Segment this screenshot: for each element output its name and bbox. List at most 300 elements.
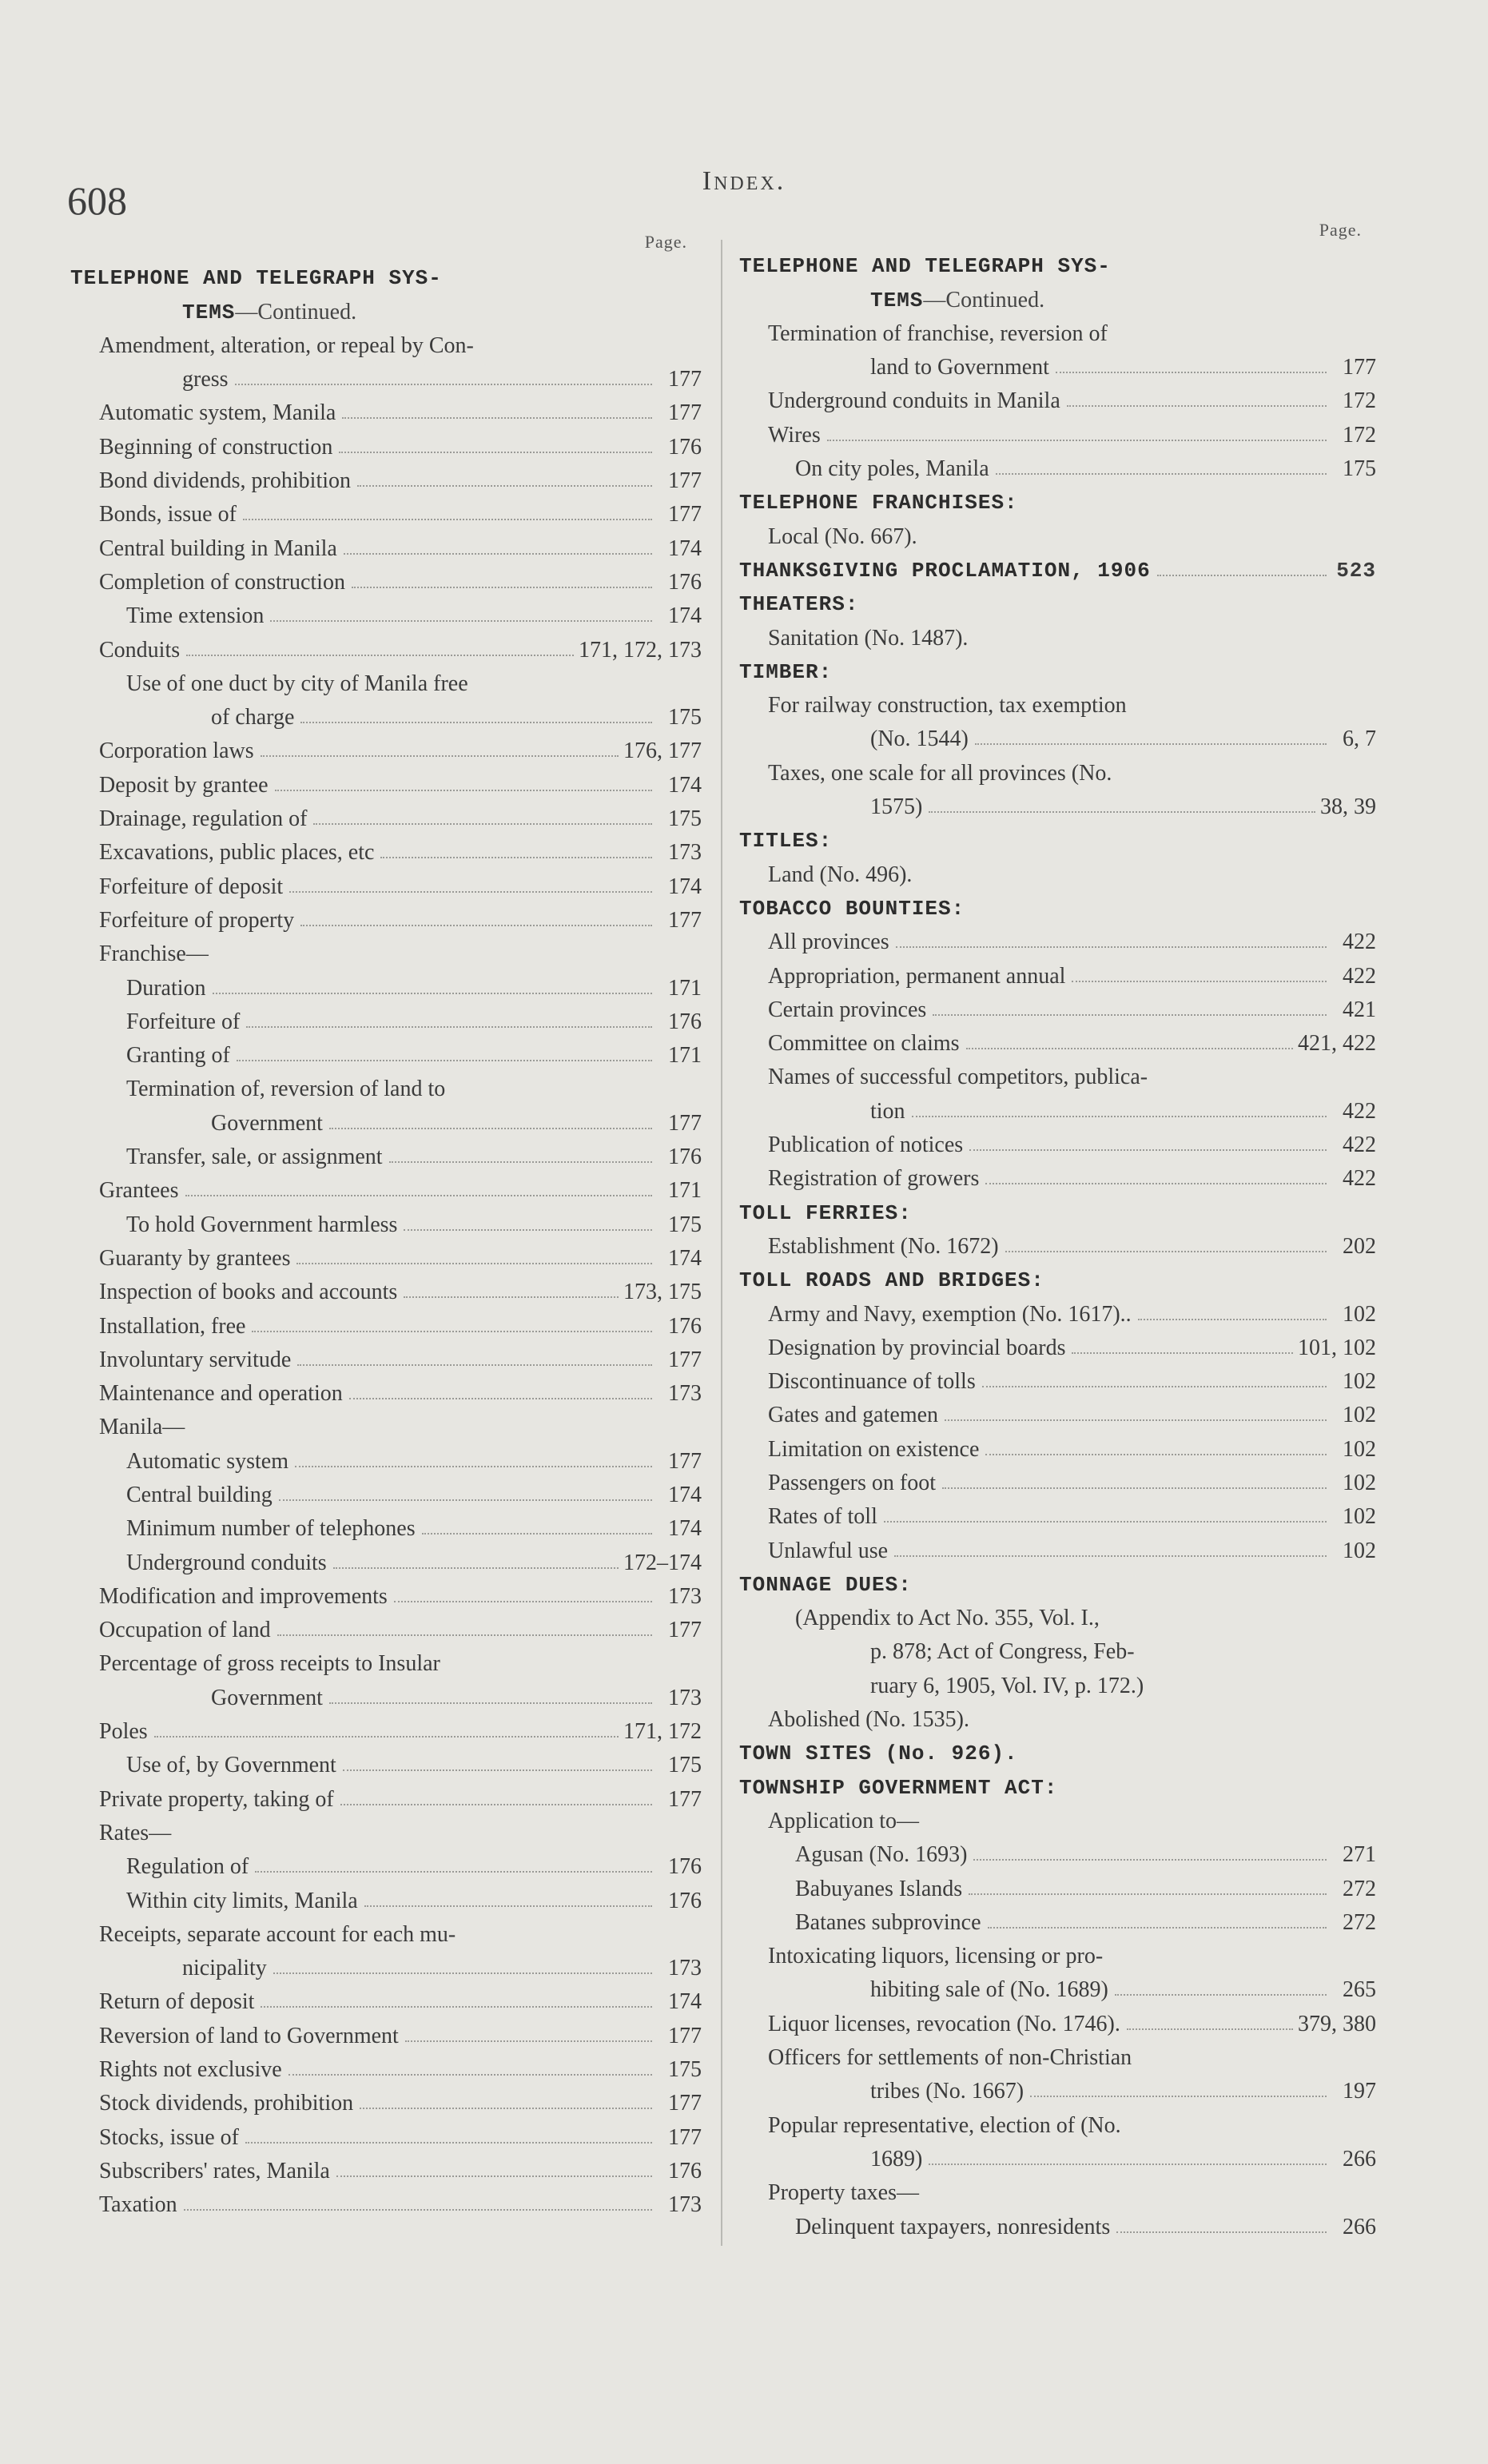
dot-leader bbox=[333, 1567, 619, 1569]
entry-text: tion bbox=[870, 1098, 905, 1124]
index-heading bbox=[739, 583, 1376, 617]
entry-text: Abolished (No. 1535). bbox=[768, 1707, 969, 1733]
index-heading bbox=[739, 245, 1376, 279]
entry-text: Sanitation (No. 1487). bbox=[768, 625, 969, 651]
index-entry bbox=[739, 414, 1376, 448]
entry-text: Government bbox=[211, 1110, 323, 1136]
page-reference: 174 bbox=[668, 1482, 702, 1507]
entry-text: Automatic system, Manila bbox=[99, 400, 336, 426]
page-reference: 177 bbox=[668, 2124, 702, 2150]
entry-text: Amendment, alteration, or repeal by Con- bbox=[99, 332, 474, 358]
page-reference: 176 bbox=[668, 434, 702, 460]
index-entry bbox=[739, 1801, 1376, 1834]
entry-text: TOBACCO BOUNTIES: bbox=[739, 896, 965, 921]
entry-text: Termination of franchise, reversion of bbox=[768, 320, 1108, 346]
page-reference: 176 bbox=[668, 569, 702, 595]
entry-text: Limitation on existence bbox=[768, 1436, 980, 1462]
dot-leader bbox=[279, 1499, 652, 1501]
entry-text: Popular representative, election of (No. bbox=[768, 2112, 1121, 2138]
index-entry bbox=[739, 1902, 1376, 1936]
entry-text: Establishment (No. 1672) bbox=[768, 1233, 999, 1259]
index-entry bbox=[70, 527, 702, 561]
dot-leader bbox=[343, 1769, 652, 1771]
dot-leader bbox=[405, 2040, 652, 2042]
index-heading bbox=[739, 888, 1376, 922]
entry-text: (Appendix to Act No. 355, Vol. I., bbox=[795, 1606, 1100, 1631]
entry-text: Within city limits, Manila bbox=[126, 1888, 358, 1913]
page-reference: 422 bbox=[1343, 929, 1376, 955]
entry-text: Gates and gatemen bbox=[768, 1403, 939, 1428]
entry-text: Maintenance and operation bbox=[99, 1381, 343, 1407]
index-entry bbox=[70, 1238, 702, 1272]
dot-leader bbox=[945, 1419, 1327, 1421]
index-heading bbox=[739, 820, 1376, 854]
dot-leader bbox=[295, 1466, 652, 1467]
entry-text: Stocks, issue of bbox=[99, 2124, 239, 2150]
index-entry bbox=[70, 1305, 702, 1339]
page-reference: 422 bbox=[1343, 963, 1376, 989]
entry-text: hibiting sale of (No. 1689) bbox=[870, 1977, 1108, 2003]
index-entries-right bbox=[739, 245, 1376, 2240]
entry-text: TELEPHONE FRANCHISES: bbox=[739, 491, 1018, 515]
index-entry bbox=[739, 2003, 1376, 2036]
page-reference: 379, 380 bbox=[1298, 2011, 1376, 2036]
entry-text: Underground conduits bbox=[126, 1550, 327, 1575]
dot-leader bbox=[270, 620, 652, 622]
page-reference: 171 bbox=[668, 1043, 702, 1069]
page-reference: 174 bbox=[668, 535, 702, 561]
page-reference: 173 bbox=[668, 840, 702, 866]
index-entry bbox=[70, 1035, 702, 1069]
index-entry bbox=[70, 2083, 702, 2116]
entry-text: Guaranty by grantees bbox=[99, 1245, 291, 1271]
entry-text: TEMS bbox=[870, 288, 924, 312]
dot-leader bbox=[185, 1195, 652, 1196]
index-entry bbox=[739, 515, 1376, 549]
entry-text: Private property, taking of bbox=[99, 1786, 334, 1812]
entry-text: Stock dividends, prohibition bbox=[99, 2091, 354, 2116]
page-reference: 174 bbox=[668, 1989, 702, 2015]
dot-leader bbox=[245, 2142, 652, 2144]
dot-leader bbox=[942, 1487, 1327, 1489]
page-reference: 177 bbox=[1343, 355, 1376, 380]
index-column-right bbox=[739, 220, 1376, 2240]
index-entry bbox=[739, 922, 1376, 955]
entry-text: Receipts, separate account for each mu- bbox=[99, 1921, 456, 1947]
entry-text: Grantees bbox=[99, 1178, 179, 1204]
index-entry bbox=[70, 1711, 702, 1745]
page-reference: 422 bbox=[1343, 1098, 1376, 1124]
entry-text: Installation, free bbox=[99, 1313, 246, 1339]
index-entry bbox=[70, 359, 702, 392]
page-reference: 176 bbox=[668, 1144, 702, 1170]
index-entry bbox=[70, 1846, 702, 1880]
index-entry bbox=[70, 562, 702, 595]
entry-text: Central building bbox=[126, 1482, 273, 1507]
index-heading bbox=[739, 1192, 1376, 1225]
entry-text: Minimum number of telephones bbox=[126, 1516, 416, 1542]
index-entry bbox=[70, 663, 702, 697]
page-reference: 174 bbox=[668, 874, 702, 899]
entry-text: Drainage, regulation of bbox=[99, 806, 308, 832]
index-entry bbox=[70, 1136, 702, 1170]
index-entry bbox=[70, 2015, 702, 2048]
entry-text: of charge bbox=[211, 705, 295, 730]
page-reference: 171, 172, 173 bbox=[579, 637, 702, 663]
index-heading bbox=[739, 1260, 1376, 1293]
entry-text: Wires bbox=[768, 422, 821, 448]
dot-leader bbox=[404, 1296, 619, 1298]
entry-text: Registration of growers bbox=[768, 1166, 980, 1192]
entry-text: Bonds, issue of bbox=[99, 502, 237, 527]
dot-leader bbox=[985, 1454, 1327, 1455]
page-reference: 177 bbox=[668, 1448, 702, 1474]
index-entry bbox=[70, 1272, 702, 1305]
entry-text: TIMBER: bbox=[739, 659, 833, 684]
index-entry bbox=[739, 2037, 1376, 2071]
page-reference: 176 bbox=[668, 1888, 702, 1913]
entry-text: Batanes subprovince bbox=[795, 1909, 981, 1935]
entry-text: Unlawful use bbox=[768, 1538, 889, 1563]
index-entry bbox=[70, 1813, 702, 1846]
index-entry bbox=[70, 1643, 702, 1677]
entry-text: TOWNSHIP GOVERNMENT ACT: bbox=[739, 1775, 1058, 1800]
page-reference: 173 bbox=[668, 2192, 702, 2218]
index-entry bbox=[70, 1373, 702, 1407]
index-entry bbox=[70, 2151, 702, 2184]
dot-leader bbox=[261, 755, 619, 757]
dot-leader bbox=[982, 1386, 1327, 1387]
dot-leader bbox=[827, 440, 1327, 441]
index-entry bbox=[739, 989, 1376, 1023]
entry-text: Taxation bbox=[99, 2192, 177, 2218]
index-heading bbox=[70, 257, 702, 291]
dot-leader bbox=[252, 1331, 652, 1332]
entry-text: Forfeiture of bbox=[126, 1009, 241, 1034]
page-reference: 174 bbox=[668, 1516, 702, 1542]
entry-text: Rates of toll bbox=[768, 1504, 877, 1530]
index-entry bbox=[739, 617, 1376, 651]
index-entry bbox=[70, 900, 702, 933]
page-reference: 173, 175 bbox=[623, 1280, 702, 1305]
entry-text: TITLES: bbox=[739, 829, 833, 854]
page-reference: 177 bbox=[668, 1618, 702, 1643]
index-entry bbox=[70, 1948, 702, 1981]
dot-leader bbox=[339, 452, 652, 453]
page-column-label: Page. bbox=[644, 232, 687, 252]
dot-leader bbox=[973, 1859, 1327, 1861]
index-column-left bbox=[70, 232, 702, 2218]
entry-text: Subscribers' rates, Manila bbox=[99, 2158, 330, 2183]
entry-text: TOLL ROADS AND BRIDGES: bbox=[739, 1268, 1044, 1293]
index-heading bbox=[70, 291, 702, 324]
page-reference: 102 bbox=[1343, 1470, 1376, 1495]
dot-leader bbox=[213, 993, 652, 994]
entry-text: Land (No. 496). bbox=[768, 862, 913, 887]
page-reference: 176 bbox=[668, 1009, 702, 1034]
entry-text: Automatic system bbox=[126, 1448, 288, 1474]
page-reference: 6, 7 bbox=[1343, 726, 1376, 752]
dot-leader bbox=[246, 1026, 652, 1028]
entry-text: Duration bbox=[126, 975, 206, 1001]
index-entry bbox=[739, 1868, 1376, 1901]
entry-text: Committee on claims bbox=[768, 1031, 960, 1057]
dot-leader bbox=[884, 1521, 1327, 1523]
page-reference: 177 bbox=[668, 468, 702, 494]
page-reference: 197 bbox=[1343, 2079, 1376, 2104]
entry-text: All provinces bbox=[768, 929, 889, 955]
dot-leader bbox=[966, 1048, 1293, 1049]
dot-leader bbox=[237, 1060, 652, 1061]
page-reference: 175 bbox=[668, 1212, 702, 1237]
index-entry bbox=[739, 2139, 1376, 2172]
dot-leader bbox=[349, 1398, 652, 1399]
page-reference: 175 bbox=[668, 2057, 702, 2083]
index-entry bbox=[70, 1001, 702, 1035]
page-reference: 177 bbox=[668, 367, 702, 392]
index-entry bbox=[70, 697, 702, 730]
index-entry bbox=[739, 2071, 1376, 2104]
index-entry bbox=[70, 1339, 702, 1373]
page-reference: 266 bbox=[1343, 2146, 1376, 2171]
page-reference: 177 bbox=[668, 2091, 702, 2116]
page-reference: 422 bbox=[1343, 1166, 1376, 1192]
index-entry bbox=[739, 1969, 1376, 2003]
entry-text: Poles bbox=[99, 1719, 148, 1745]
page-reference: 202 bbox=[1343, 1233, 1376, 1259]
index-entry bbox=[70, 1069, 702, 1102]
entry-text: Application to— bbox=[768, 1808, 919, 1833]
entry-text: TOWN SITES (No. 926). bbox=[739, 1742, 1018, 1766]
page-reference: 174 bbox=[668, 1245, 702, 1271]
dot-leader bbox=[969, 1893, 1327, 1895]
dot-leader bbox=[988, 1927, 1327, 1929]
page-reference: 175 bbox=[668, 1753, 702, 1778]
entry-text: On city poles, Manila bbox=[795, 456, 989, 482]
entry-text: gress bbox=[182, 367, 229, 392]
index-entry bbox=[70, 595, 702, 629]
dot-leader bbox=[1138, 1319, 1327, 1320]
dot-leader bbox=[422, 1533, 652, 1535]
page-reference: 174 bbox=[668, 772, 702, 798]
index-heading bbox=[739, 651, 1376, 685]
page-reference: 102 bbox=[1343, 1538, 1376, 1563]
dot-leader bbox=[275, 790, 653, 791]
index-entry bbox=[70, 730, 702, 764]
dot-leader bbox=[329, 1702, 652, 1704]
page-reference: 272 bbox=[1343, 1909, 1376, 1935]
entry-text: Corporation laws bbox=[99, 738, 254, 764]
dot-leader bbox=[389, 1161, 652, 1163]
page-reference: 172 bbox=[1343, 422, 1376, 448]
entry-text: 1575) bbox=[870, 794, 923, 820]
dot-leader bbox=[289, 891, 652, 893]
entry-text: nicipality bbox=[182, 1956, 267, 1981]
page-reference: 102 bbox=[1343, 1301, 1376, 1327]
index-entry bbox=[70, 967, 702, 1001]
entry-text: p. 878; Act of Congress, Feb- bbox=[870, 1639, 1135, 1665]
index-entry bbox=[739, 1293, 1376, 1327]
index-entry bbox=[70, 933, 702, 967]
page-reference: 266 bbox=[1343, 2214, 1376, 2239]
index-entry bbox=[70, 1677, 702, 1710]
index-entry bbox=[70, 1914, 702, 1948]
dot-leader bbox=[896, 946, 1327, 948]
dot-leader bbox=[235, 384, 652, 385]
entry-text: Reversion of land to Government bbox=[99, 2023, 399, 2048]
entry-text: Granting of bbox=[126, 1043, 230, 1069]
entry-text: land to Government bbox=[870, 355, 1049, 380]
page-reference: 102 bbox=[1343, 1403, 1376, 1428]
page-reference: 177 bbox=[668, 400, 702, 426]
column-divider bbox=[721, 240, 722, 2246]
dot-leader bbox=[933, 1014, 1327, 1016]
page-reference: 176, 177 bbox=[623, 738, 702, 764]
entry-text: Modification and improvements bbox=[99, 1583, 388, 1609]
index-entry bbox=[739, 2172, 1376, 2206]
entry-text: Manila— bbox=[99, 1415, 185, 1440]
dot-leader bbox=[186, 655, 574, 656]
page-reference: 523 bbox=[1336, 558, 1376, 583]
index-entry bbox=[70, 1102, 702, 1136]
index-entry bbox=[739, 786, 1376, 820]
dot-leader bbox=[1157, 575, 1327, 576]
entry-text: Army and Navy, exemption (No. 1617).. bbox=[768, 1301, 1132, 1327]
index-entry bbox=[739, 1361, 1376, 1395]
dot-leader bbox=[1072, 981, 1327, 982]
index-entry bbox=[70, 1440, 702, 1474]
index-entry bbox=[70, 2184, 702, 2218]
entry-text: Use of one duct by city of Manila free bbox=[126, 671, 468, 696]
dot-leader bbox=[300, 722, 652, 723]
dot-leader bbox=[1072, 1352, 1293, 1354]
index-entry bbox=[739, 380, 1376, 414]
page-reference: 177 bbox=[668, 1347, 702, 1372]
page-reference: 175 bbox=[1343, 456, 1376, 482]
dot-leader bbox=[184, 2209, 652, 2211]
index-entry bbox=[739, 685, 1376, 719]
entry-text: Inspection of books and accounts bbox=[99, 1280, 398, 1305]
dot-leader bbox=[329, 1128, 652, 1129]
dot-leader bbox=[360, 2108, 652, 2109]
dot-leader bbox=[969, 1149, 1327, 1151]
entry-text: Government bbox=[211, 1685, 323, 1710]
index-entry bbox=[739, 313, 1376, 347]
index-entry bbox=[70, 1475, 702, 1508]
page-reference: 177 bbox=[668, 1786, 702, 1812]
dot-leader bbox=[1056, 372, 1327, 373]
entry-text: Designation by provincial boards bbox=[768, 1335, 1066, 1360]
index-entry bbox=[70, 2049, 702, 2083]
entry-text: For railway construction, tax exemption bbox=[768, 693, 1127, 719]
index-entry bbox=[739, 1631, 1376, 1665]
entry-text: Intoxicating liquors, licensing or pro- bbox=[768, 1944, 1104, 1969]
entry-text: Use of, by Government bbox=[126, 1753, 336, 1778]
entry-text: TELEPHONE AND TELEGRAPH SYS- bbox=[70, 266, 442, 291]
index-entry bbox=[70, 2116, 702, 2150]
dot-leader bbox=[364, 1905, 652, 1907]
running-head: Index. bbox=[702, 166, 786, 196]
index-entry bbox=[739, 1463, 1376, 1496]
index-entry bbox=[70, 325, 702, 359]
index-entry bbox=[739, 2206, 1376, 2239]
index-entry bbox=[739, 1936, 1376, 1969]
dot-leader bbox=[277, 1634, 652, 1636]
page-reference: 38, 39 bbox=[1320, 794, 1376, 820]
index-entry bbox=[739, 1496, 1376, 1530]
dot-leader bbox=[975, 743, 1327, 745]
dot-leader bbox=[300, 925, 652, 926]
entry-text: Forfeiture of deposit bbox=[99, 874, 284, 899]
page-reference: 101, 102 bbox=[1298, 1335, 1376, 1360]
index-entry bbox=[739, 1158, 1376, 1192]
dot-leader bbox=[912, 1116, 1327, 1117]
dot-leader bbox=[297, 1364, 652, 1366]
page-number: 608 bbox=[67, 178, 127, 223]
page-reference: 265 bbox=[1343, 1977, 1376, 2003]
page-reference: 422 bbox=[1343, 1132, 1376, 1158]
entry-text: Franchise— bbox=[99, 941, 209, 967]
page-column-label: Page. bbox=[1319, 220, 1362, 240]
entry-text: Certain provinces bbox=[768, 997, 927, 1022]
entry-text: Rates— bbox=[99, 1820, 172, 1845]
index-entry bbox=[70, 392, 702, 426]
entry-text: Delinquent taxpayers, nonresidents bbox=[795, 2214, 1111, 2239]
entry-text: Termination of, reversion of land to bbox=[126, 1077, 446, 1102]
page-reference: 176 bbox=[668, 2158, 702, 2183]
entry-text: Liquor licenses, revocation (No. 1746). bbox=[768, 2011, 1120, 2036]
index-entry bbox=[739, 1090, 1376, 1124]
index-entry bbox=[70, 1981, 702, 2015]
index-entry bbox=[739, 1023, 1376, 1057]
index-entry bbox=[70, 1542, 702, 1575]
dot-leader bbox=[273, 1972, 652, 1974]
page-reference: 102 bbox=[1343, 1504, 1376, 1530]
continued-note: —Continued. bbox=[923, 287, 1045, 312]
dot-leader bbox=[929, 811, 1315, 813]
page-reference: 171, 172 bbox=[623, 1719, 702, 1745]
dot-leader bbox=[154, 1736, 619, 1738]
index-heading bbox=[739, 550, 1376, 583]
index-heading bbox=[739, 279, 1376, 312]
index-entry bbox=[739, 752, 1376, 786]
entry-text: Beginning of construction bbox=[99, 434, 333, 460]
index-entry bbox=[70, 1610, 702, 1643]
entry-text: Names of successful competitors, publica- bbox=[768, 1065, 1148, 1090]
index-entry bbox=[70, 1407, 702, 1440]
dot-leader bbox=[894, 1555, 1327, 1557]
entry-text: Occupation of land bbox=[99, 1618, 271, 1643]
index-entry bbox=[739, 1665, 1376, 1698]
page-reference: 176 bbox=[668, 1313, 702, 1339]
entry-text: Publication of notices bbox=[768, 1132, 964, 1158]
dot-leader bbox=[342, 417, 652, 419]
entry-text: Officers for settlements of non-Christian bbox=[768, 2045, 1132, 2071]
index-entry bbox=[739, 1125, 1376, 1158]
page-reference: 173 bbox=[668, 1956, 702, 1981]
index-entry bbox=[739, 1057, 1376, 1090]
dot-leader bbox=[313, 823, 652, 825]
dot-leader bbox=[404, 1229, 652, 1231]
index-entry bbox=[739, 1395, 1376, 1428]
page-reference: 102 bbox=[1343, 1369, 1376, 1395]
page-reference: 177 bbox=[668, 1110, 702, 1136]
index-entries-left bbox=[70, 257, 702, 2218]
entry-text: Completion of construction bbox=[99, 569, 345, 595]
page-reference: 173 bbox=[668, 1583, 702, 1609]
index-entry bbox=[739, 1226, 1376, 1260]
index-entry bbox=[739, 448, 1376, 482]
